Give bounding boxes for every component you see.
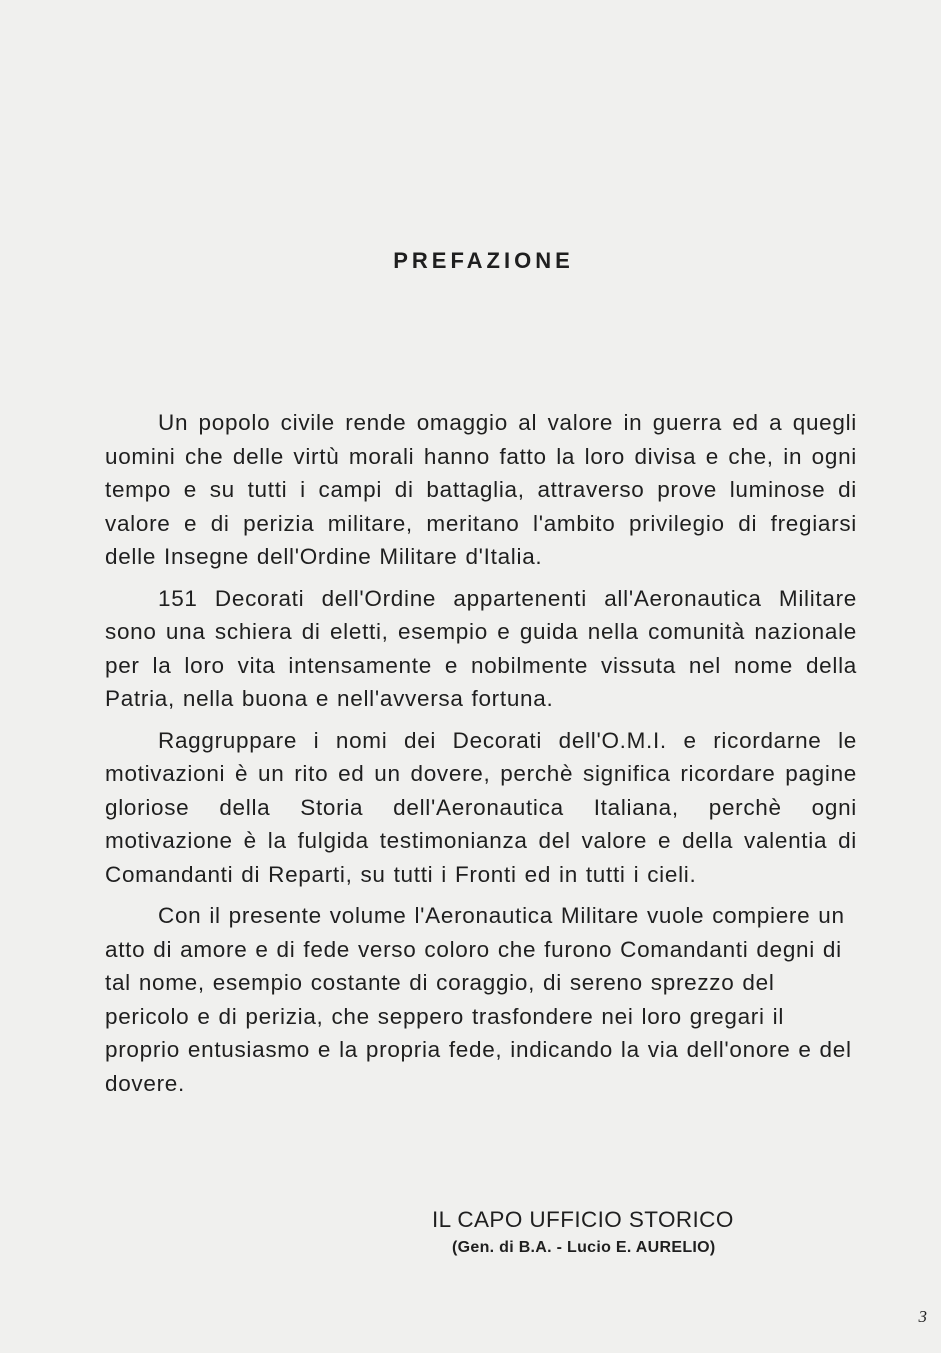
preface-paragraph-4: Con il presente volume l'Aeronautica Militare vuole compiere un atto di amore e di fede verso coloro che furono Comandanti degni di tal nome, esempio costante di coraggio, di sereno sprezzo del pericolo e di perizia, che seppero trasfondere nei loro gregari il proprio entusiasmo e la propria fede, indicando la via dell'onore e del dovere.	[105, 903, 852, 1096]
signature-block	[432, 1205, 782, 1257]
preface-paragraph-1: Un popolo civile rende omaggio al valore in guerra ed a quegli uomini che delle virtù morali hanno fatto la loro divisa e che, in ogni tempo e su tutti i campi di battaglia, attraverso prove luminose di valore e di perizia militare, meritano l'ambito privilegio di fregiarsi delle Insegne dell'Ordine Militare d'Italia.	[105, 410, 857, 569]
signature-title: IL CAPO UFFICIO STORICO	[432, 1207, 734, 1232]
preface-body	[105, 406, 857, 1108]
preface-paragraph-3: Raggruppare i nomi dei Decorati dell'O.M.I. e ricordarne le motivazioni è un rito ed un dovere, perchè significa ricordare pagine gloriose della Storia dell'Aeronautica Italiana, perchè ogni motivazione è la fulgida testimonianza del valore e della valentia di Comandanti di Reparti, su tutti i Fronti ed in tutti i cieli.	[105, 727, 857, 887]
preface-paragraph-2: 151 Decorati dell'Ordine appartenenti all'Aeronautica Militare sono una schiera di eletti, esempio e guida nella comunità nazionale per la loro vita intensamente e nobilmente vissuta nel nome della Patria, nella buona e nell'avversa fortuna.	[105, 585, 857, 711]
page-title: PREFAZIONE	[393, 248, 574, 273]
signature-subtitle: (Gen. di B.A. - Lucio E. AURELIO)	[452, 1239, 716, 1256]
page-number: 3	[918, 1307, 927, 1326]
